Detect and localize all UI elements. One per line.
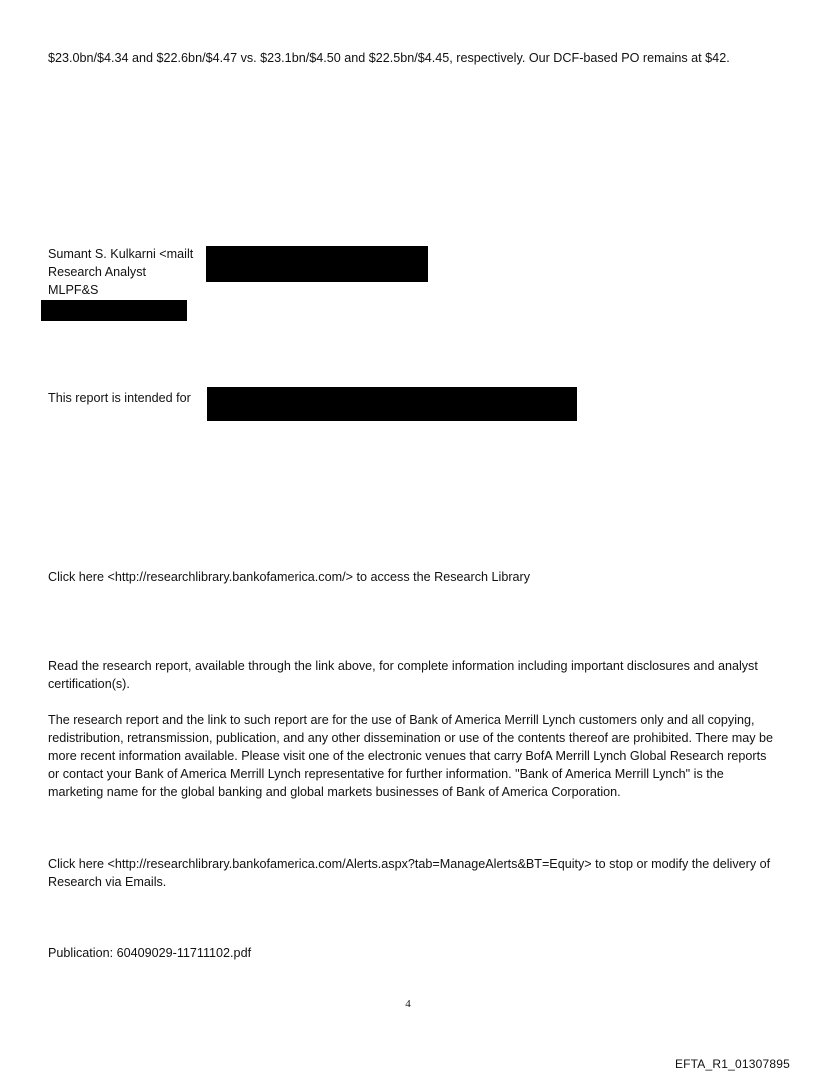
alerts-link[interactable]: Click here <http://researchlibrary.bankofamerica.com/Alerts.aspx?tab=ManageAlerts&BT=Equity> to stop or modify the delivery of Research via Emails. bbox=[48, 857, 771, 889]
estimates-paragraph: $23.0bn/$4.34 and $22.6bn/$4.47 vs. $23.1bn/$4.50 and $22.5bn/$4.45, respectively. Our DCF-based PO remains at $42. bbox=[48, 51, 730, 65]
disclosure-note: Read the research report, available through the link above, for complete information including important disclosures and analyst certification(s). bbox=[48, 659, 758, 691]
page-number: 4 bbox=[405, 998, 411, 1010]
usage-terms-paragraph: The research report and the link to such report are for the use of Bank of America Merrill Lynch customers only and all copying, redistribution, retransmission, publication, and any other dissemination or use of the contents thereof are prohibited. There may be more recent information available. Please visit one of the electronic venues that carry BofA Merrill Lynch Global Research reports or contact your Bank of America Merrill Lynch representative for further information. "Bank of America Merrill Lynch" is the marketing name for the global banking and global markets businesses of Bank of America Corporation. bbox=[48, 713, 774, 799]
analyst-title: Research Analyst bbox=[48, 265, 147, 279]
analyst-name: Sumant S. Kulkarni <mailt bbox=[48, 247, 194, 261]
redaction-box-email bbox=[206, 246, 428, 282]
analyst-firm: MLPF&S bbox=[48, 283, 99, 297]
redaction-box-phone bbox=[41, 300, 187, 321]
intended-for-text: This report is intended for bbox=[48, 391, 191, 405]
research-library-link[interactable]: Click here <http://researchlibrary.bankofamerica.com/> to access the Research Library bbox=[48, 570, 531, 584]
document-id: EFTA_R1_01307895 bbox=[674, 1057, 790, 1071]
publication-filename: Publication: 60409029-11711102.pdf bbox=[48, 946, 252, 960]
redaction-box-recipient bbox=[207, 387, 577, 421]
